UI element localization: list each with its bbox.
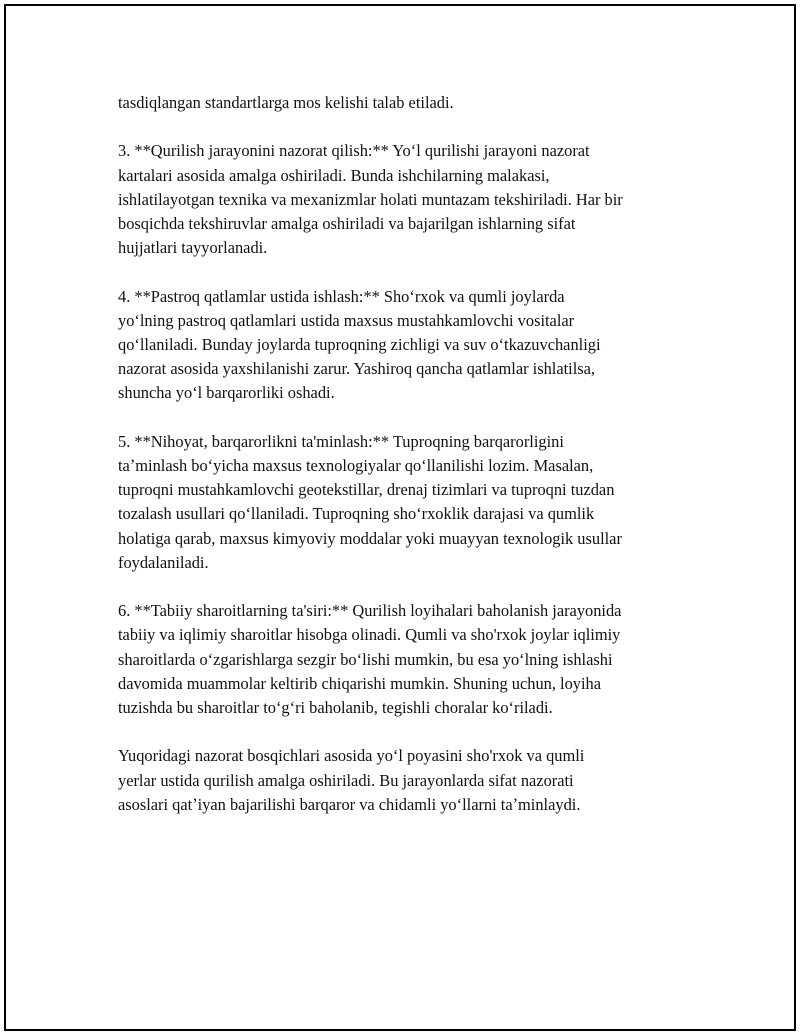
text-line: 5. **Nihoyat, barqarorlikni ta'minlash:** Tuproqning barqarorligini — [118, 431, 564, 451]
document-body — [118, 91, 718, 817]
text-line: bosqichda tekshiruvlar amalga oshiriladi va bajarilgan ishlarning sifat — [118, 214, 576, 233]
text-line: ishlatilayotgan texnika va mexanizmlar holati muntazam tekshiriladi. Har bir — [118, 189, 623, 209]
text-line: shuncha yoʻl barqarorliki oshadi. — [118, 383, 335, 403]
text-line: 3. **Qurilish jarayonini nazorat qilish:** Yoʻl qurilishi jarayoni nazorat — [118, 141, 590, 161]
text-line: yerlar ustida qurilish amalga oshiriladi. Bu jarayonlarda sifat nazorati — [118, 770, 574, 790]
text-line: foydalaniladi. — [118, 552, 209, 572]
text-line: 6. **Tabiiy sharoitlarning ta'siri:** Qurilish loyihalari baholanish jarayonida — [118, 601, 622, 621]
text-line: tuproqni mustahkamlovchi geotekstillar, drenaj tizimlari va tuproqni tuzdan — [118, 480, 615, 500]
text-line: hujjatlari tayyorlanadi. — [118, 238, 268, 258]
text-line: Yuqoridagi nazorat bosqichlari asosida yoʻl poyasini sho'rxok va qumli — [118, 746, 585, 766]
paragraph-gap — [118, 115, 718, 139]
text-line: kartalari asosida amalga oshiriladi. Bunda ishchilarning malakasi, — [118, 165, 550, 185]
text-line: nazorat asosida yaxshilanishi zarur. Yashiroq qancha qatlamlar ishlatilsa, — [118, 359, 596, 379]
text-line: tasdiqlangan standartlarga mos kelishi talab etiladi. — [118, 93, 454, 112]
paragraph-gap — [118, 260, 718, 284]
text-line: sharoitlarda oʻzgarishlarga sezgir boʻlishi mumkin, bu esa yoʻlning ishlashi — [118, 649, 613, 669]
text-line: qoʻllaniladi. Bunday joylarda tuproqning zichligi va suv oʻtkazuvchanligi — [118, 335, 601, 354]
paragraph-gap — [118, 406, 718, 430]
text-line: 4. **Pastroq qatlamlar ustida ishlash:** Shoʻrxok va qumli joylarda — [118, 286, 565, 306]
text-line: tozalash usullari qoʻllaniladi. Tuproqning shoʻrxoklik darajasi va qumlik — [118, 504, 595, 524]
text-line: asoslari qatʼiyan bajarilishi barqaror va chidamli yoʻllarni taʼminlaydi. — [118, 794, 581, 814]
text-line: davomida muammolar keltirib chiqarishi mumkin. Shuning uchun, loyiha — [118, 673, 601, 693]
text-line: taʼminlash boʻyicha maxsus texnologiyalar qoʻllanilishi lozim. Masalan, — [118, 456, 594, 475]
text-line: holatiga qarab, maxsus kimyoviy moddalar yoki muayyan texnologik usullar — [118, 528, 622, 548]
paragraph-gap — [118, 720, 718, 744]
text-line: tabiiy va iqlimiy sharoitlar hisobga olinadi. Qumli va sho'rxok joylar iqlimiy — [118, 625, 621, 645]
text-line: yoʻlning pastroq qatlamlari ustida maxsus mustahkamlovchi vositalar — [118, 310, 575, 330]
text-line: tuzishda bu sharoitlar toʻgʻri baholanib, tegishli choralar koʻriladi. — [118, 698, 553, 718]
paragraph-gap — [118, 575, 718, 599]
